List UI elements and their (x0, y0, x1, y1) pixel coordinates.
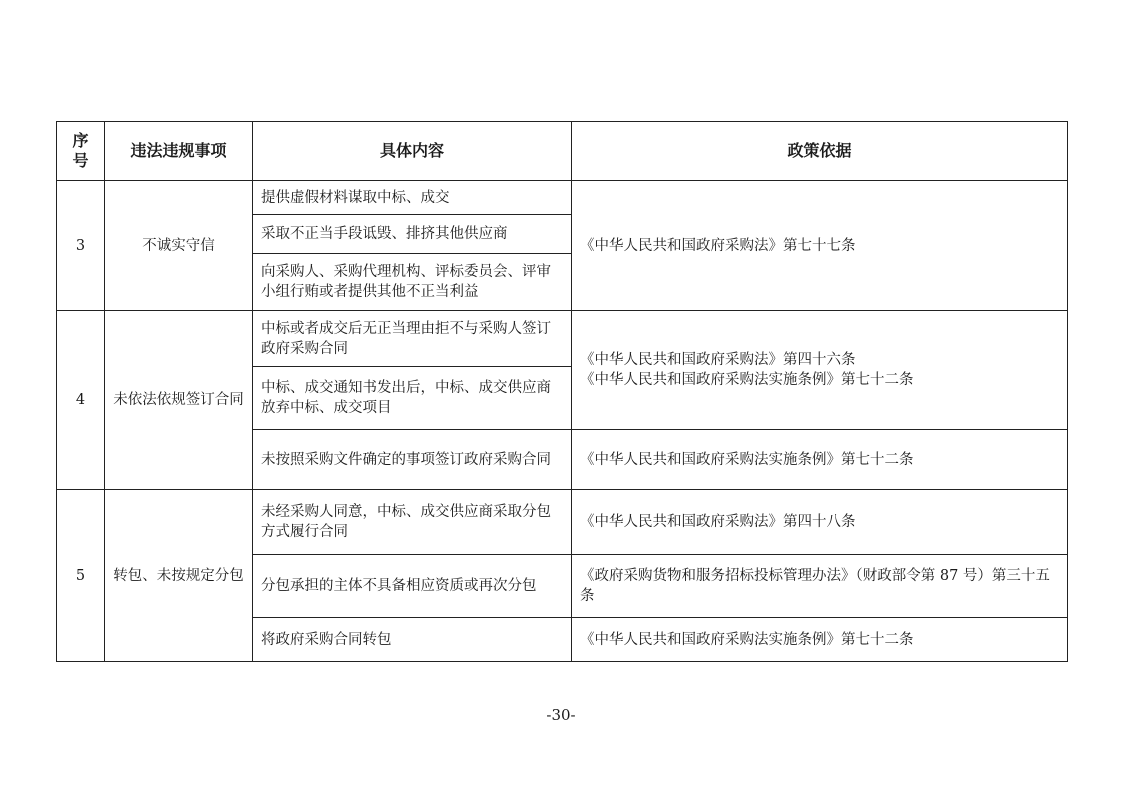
item-cell: 转包、未按规定分包 (105, 490, 253, 662)
header-item: 违法违规事项 (105, 122, 253, 181)
content-cell: 中标、成交通知书发出后，中标、成交供应商放弃中标、成交项目 (253, 367, 572, 430)
header-content: 具体内容 (253, 122, 572, 181)
content-cell: 向采购人、采购代理机构、评标委员会、评审小组行贿或者提供其他不正当利益 (253, 254, 572, 311)
header-row (57, 122, 1068, 181)
basis-cell: 《中华人民共和国政府采购法》第四十六条 《中华人民共和国政府采购法实施条例》第七十二条 (572, 311, 1068, 430)
basis-cell: 《中华人民共和国政府采购法实施条例》第七十二条 (572, 618, 1068, 662)
seq-cell: 5 (57, 490, 105, 662)
seq-cell: 3 (57, 181, 105, 311)
basis-cell: 《中华人民共和国政府采购法》第四十八条 (572, 490, 1068, 555)
page-number: -30- (546, 706, 576, 724)
basis-cell: 《中华人民共和国政府采购法实施条例》第七十二条 (572, 430, 1068, 490)
item-cell: 未依法依规签订合同 (105, 311, 253, 490)
header-basis: 政策依据 (572, 122, 1068, 181)
content-cell: 中标或者成交后无正当理由拒不与采购人签订政府采购合同 (253, 311, 572, 367)
item-cell: 不诚实守信 (105, 181, 253, 311)
table-row (57, 490, 1068, 555)
violations-table (56, 121, 1068, 662)
content-cell: 未按照采购文件确定的事项签订政府采购合同 (253, 430, 572, 490)
header-seq: 序号 (57, 122, 105, 181)
seq-cell: 4 (57, 311, 105, 490)
content-cell: 提供虚假材料谋取中标、成交 (253, 181, 572, 215)
table-row (57, 181, 1068, 215)
content-cell: 采取不正当手段诋毁、排挤其他供应商 (253, 215, 572, 254)
content-cell: 未经采购人同意，中标、成交供应商采取分包方式履行合同 (253, 490, 572, 555)
table-row (57, 311, 1068, 367)
content-cell: 将政府采购合同转包 (253, 618, 572, 662)
basis-cell: 《中华人民共和国政府采购法》第七十七条 (572, 181, 1068, 311)
basis-cell: 《政府采购货物和服务招标投标管理办法》（财政部令第 87 号）第三十五条 (572, 555, 1068, 618)
content-cell: 分包承担的主体不具备相应资质或再次分包 (253, 555, 572, 618)
